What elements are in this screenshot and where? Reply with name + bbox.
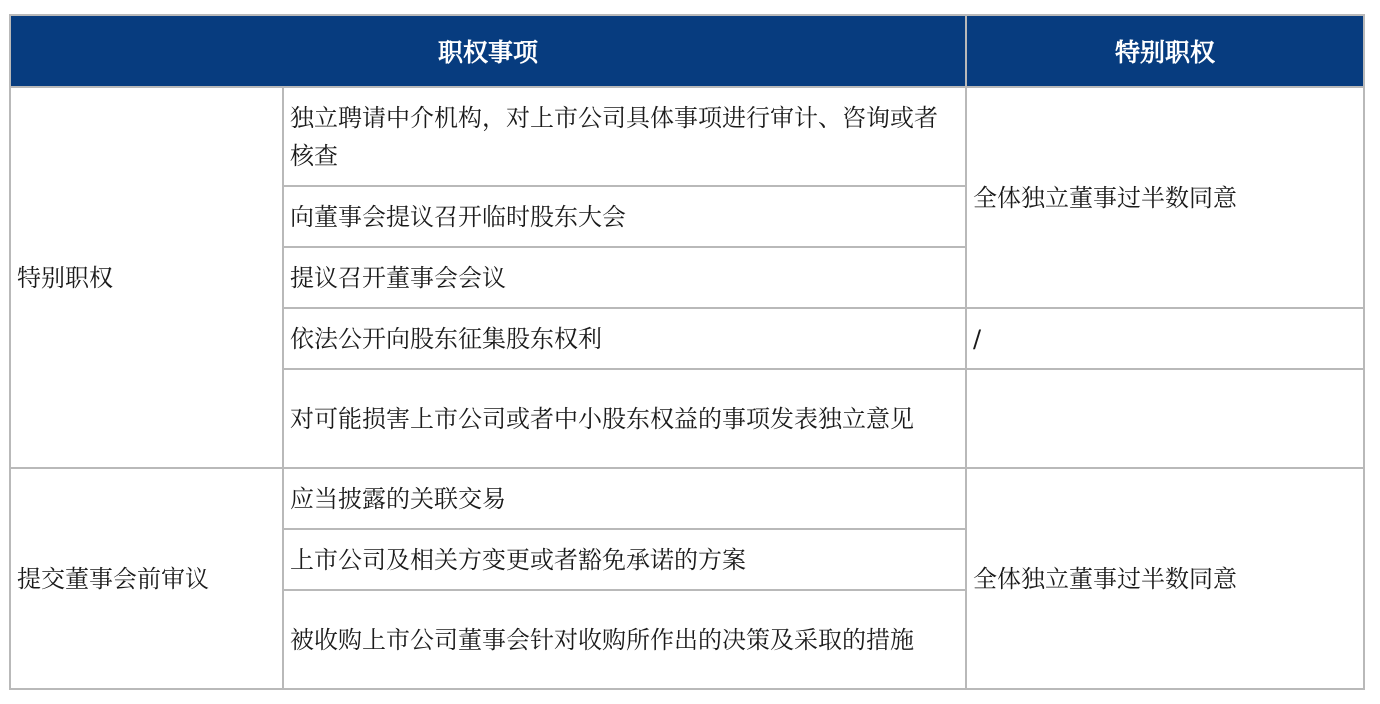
header-matters: 职权事项 xyxy=(10,15,966,87)
approval-cell: 全体独立董事过半数同意 xyxy=(966,87,1364,308)
item-cell: 向董事会提议召开临时股东大会 xyxy=(283,186,966,247)
approval-cell xyxy=(966,369,1364,468)
category-special-powers: 特别职权 xyxy=(10,87,283,468)
item-cell: 依法公开向股东征集股东权利 xyxy=(283,308,966,369)
header-special-powers: 特别职权 xyxy=(966,15,1364,87)
item-cell: 应当披露的关联交易 xyxy=(283,468,966,529)
table-header-row xyxy=(10,15,1364,87)
item-cell: 上市公司及相关方变更或者豁免承诺的方案 xyxy=(283,529,966,590)
table-row xyxy=(10,468,1364,529)
category-pre-board-review: 提交董事会前审议 xyxy=(10,468,283,689)
powers-table xyxy=(9,14,1365,690)
item-cell: 独立聘请中介机构，对上市公司具体事项进行审计、咨询或者核查 xyxy=(283,87,966,186)
table-row xyxy=(10,87,1364,186)
item-cell: 被收购上市公司董事会针对收购所作出的决策及采取的措施 xyxy=(283,590,966,689)
powers-table-container xyxy=(9,14,1365,690)
item-cell: 提议召开董事会会议 xyxy=(283,247,966,308)
approval-cell: 全体独立董事过半数同意 xyxy=(966,468,1364,689)
approval-cell: / xyxy=(966,308,1364,369)
item-cell: 对可能损害上市公司或者中小股东权益的事项发表独立意见 xyxy=(283,369,966,468)
